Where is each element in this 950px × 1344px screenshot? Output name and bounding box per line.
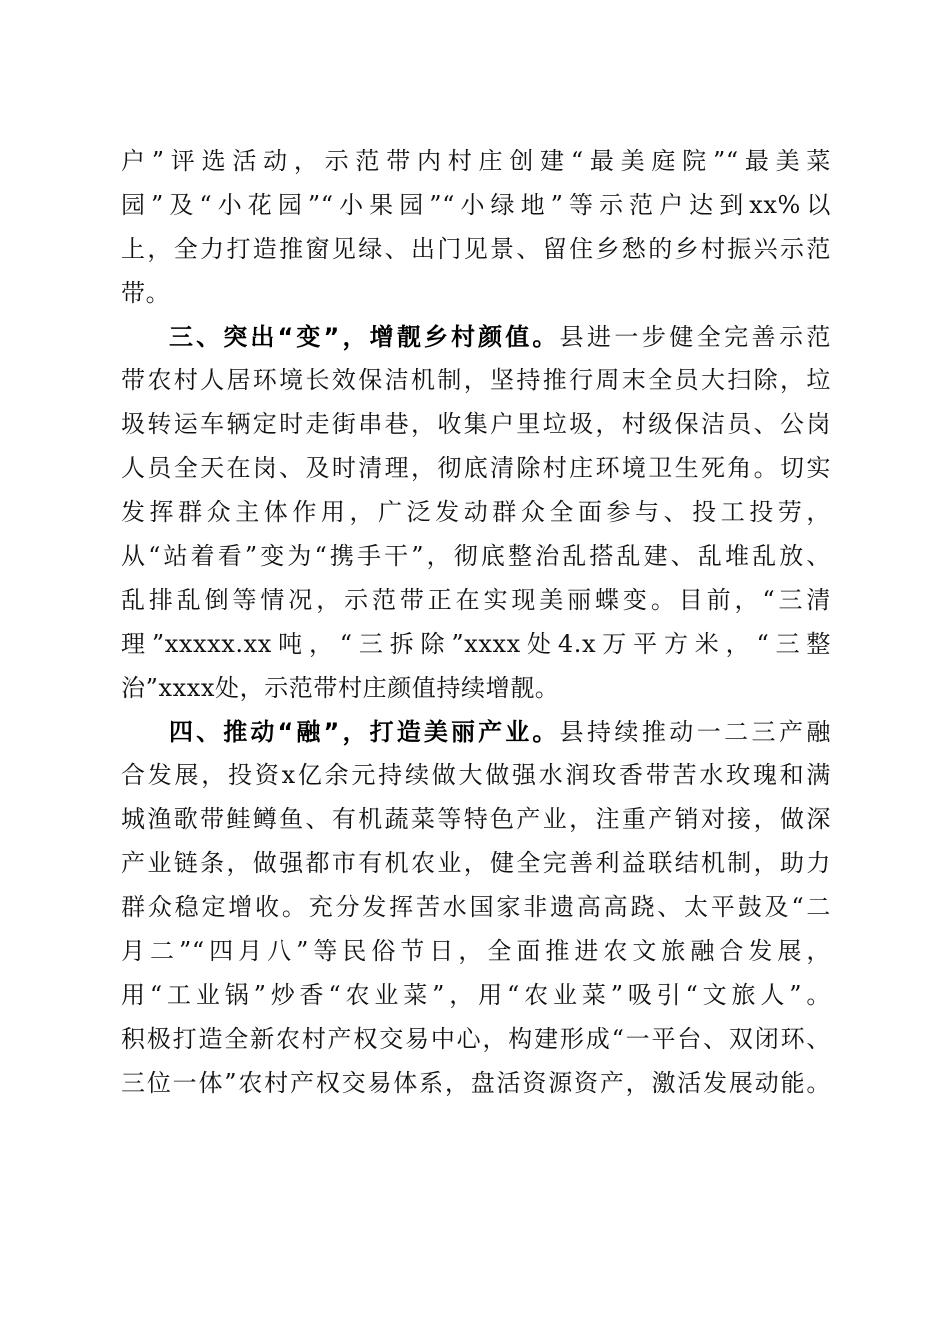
body-line: 群众稳定增收。充分发挥苦水国家非遗高高跷、太平鼓及“二	[121, 893, 831, 922]
body-line: 产业链条，做强都市有机农业，健全完善利益联结机制，助力	[121, 849, 831, 878]
body-line: 积极打造全新农村产权交易中心，构建形成“一平台、双闭环、	[121, 1024, 831, 1053]
body-line: 理”xxxxx.xx吨，“三拆除”xxxx处4.x万平方米，“三整	[121, 629, 831, 658]
body-line: 乱排乱倒等情况，示范带正在实现美丽蝶变。目前，“三清	[121, 585, 831, 614]
body-line: 从“站着看”变为“携手干”，彻底整治乱搭乱建、乱堆乱放、	[121, 542, 831, 571]
section-four-heading: 四、推动“融”，打造美丽产业。	[169, 717, 560, 746]
body-line: 合发展，投资x亿余元持续做大做强水润玫香带苦水玫瑰和满	[121, 761, 831, 790]
body-line: 城渔歌带鲑鳟鱼、有机蔬菜等特色产业，注重产销对接，做深	[121, 805, 831, 834]
body-line: 治”xxxx处，示范带村庄颜值持续增靓。	[121, 673, 560, 702]
body-line: 三位一体”农村产权交易体系，盘活资源资产，激活发展动能。	[121, 1068, 831, 1097]
body-line: 用“工业锅”炒香“农业菜”，用“农业菜”吸引“文旅人”。	[121, 980, 831, 1009]
body-line: 人员全天在岗、及时清理，彻底清除村庄环境卫生死角。切实	[121, 454, 831, 483]
body-line: 带。	[121, 278, 171, 307]
body-line: 上，全力打造推窗见绿、出门见景、留住乡愁的乡村振兴示范	[121, 234, 831, 263]
section-three-heading: 三、突出“变”，增靓乡村颜值。	[169, 322, 560, 351]
body-line: 带农村人居环境长效保洁机制，坚持推行周末全员大扫除，垃	[121, 366, 831, 395]
document-body	[121, 140, 831, 1106]
body-line: 圾转运车辆定时走街串巷，收集户里垃圾，村级保洁员、公岗	[121, 410, 831, 439]
section-four-first-line	[121, 711, 831, 755]
section-three-first-line	[121, 316, 831, 360]
body-line: 园”及“小花园”“小果园”“小绿地”等示范户达到xx%以	[121, 190, 831, 219]
body-line: 月二”“四月八”等民俗节日，全面推进农文旅融合发展，	[121, 937, 831, 966]
section-three-first-line-text: 县进一步健全完善示范	[559, 322, 832, 351]
section-four-first-line-text: 县持续推动一二三产融	[559, 717, 832, 746]
body-line: 发挥群众主体作用，广泛发动群众全面参与、投工投劳，	[121, 498, 831, 527]
body-line: 户”评选活动，示范带内村庄创建“最美庭院”“最美菜	[121, 147, 831, 175]
